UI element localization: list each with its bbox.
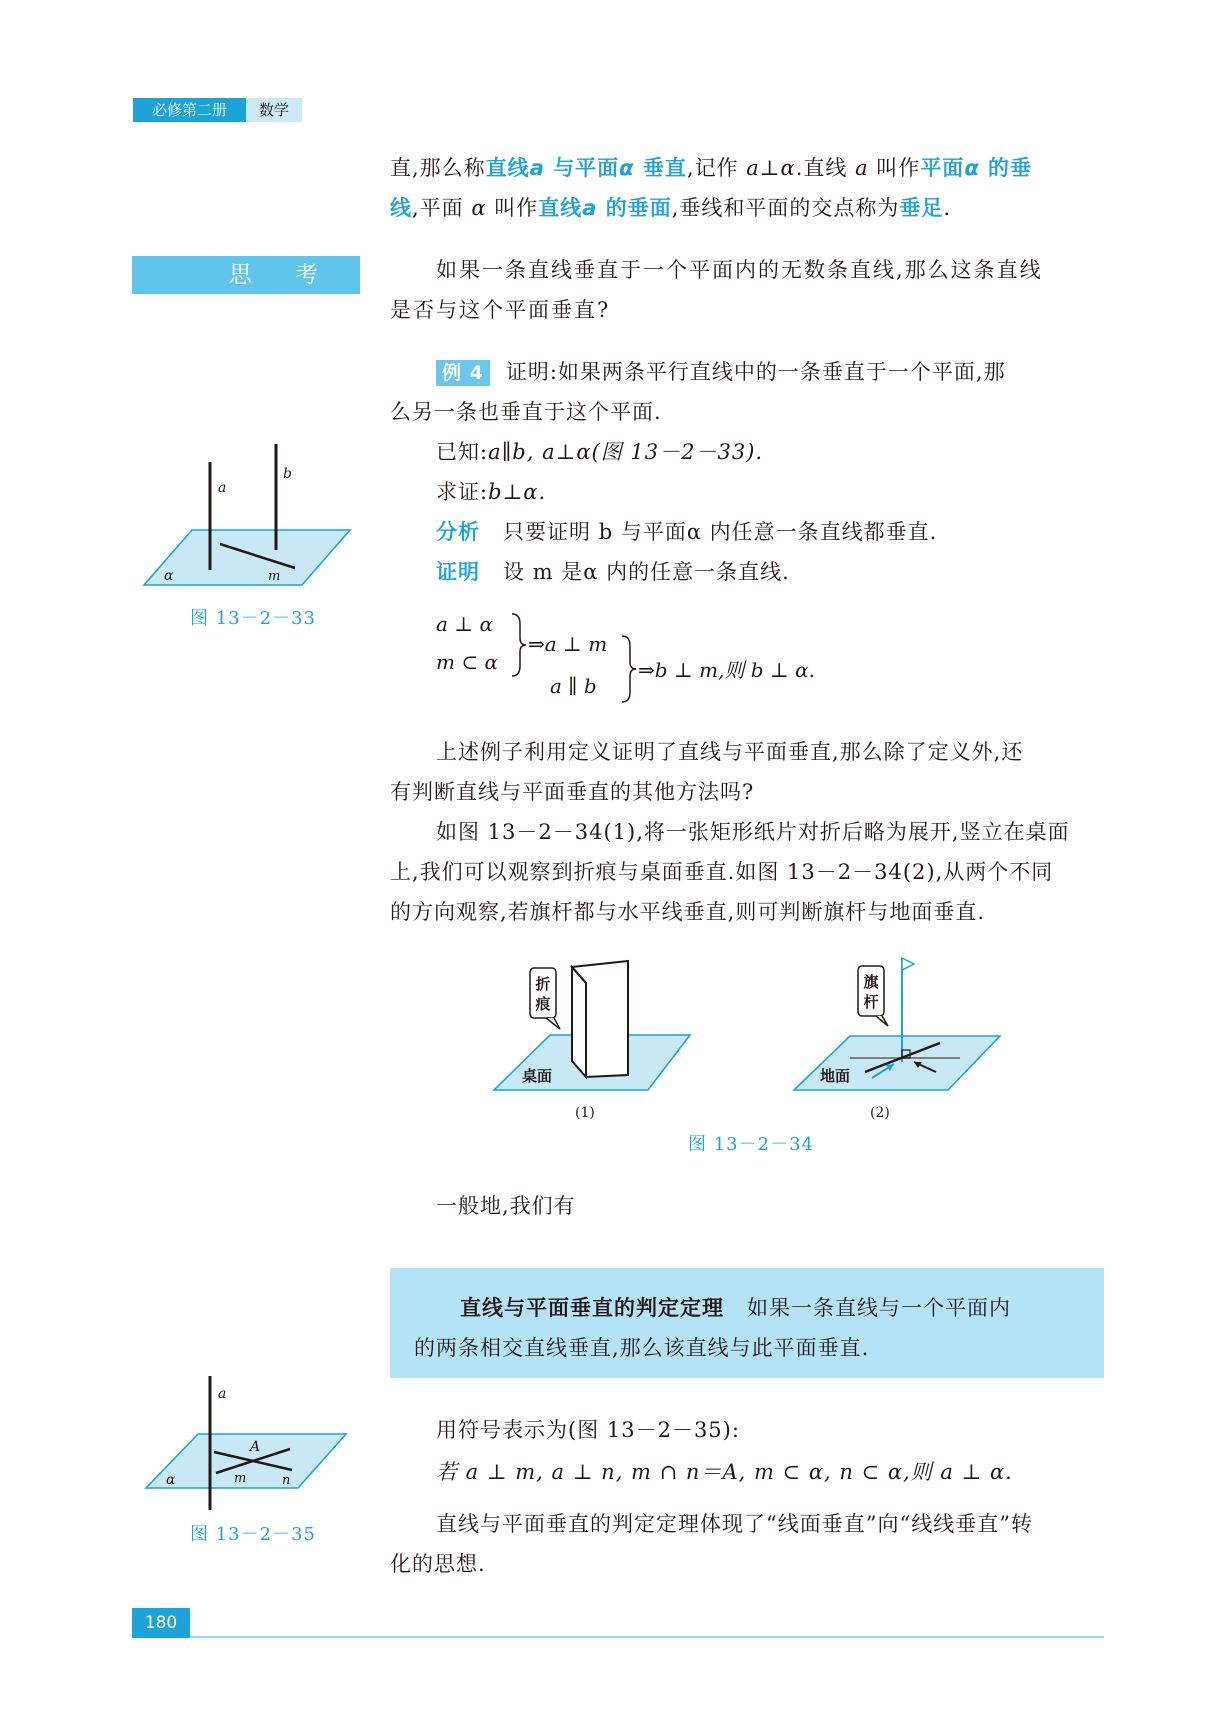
book-volume-label: 必修第二册 — [133, 98, 246, 122]
example-tag: 例 4 — [436, 360, 490, 386]
symbol-intro-line: 用符号表示为(图 13－2－35): — [436, 1418, 740, 1442]
fig35-label-a: a — [218, 1386, 227, 1402]
symbol-statement: 若 a ⊥ m, a ⊥ n, m ∩ n＝A, m ⊂ α, n ⊂ α,则 a ⊥ α. — [436, 1460, 1013, 1484]
paragraph-2-line-2: 上,我们可以观察到折痕与桌面垂直.如图 13－2－34(2),从两个不同 — [390, 860, 1054, 884]
fig35-label-m: m — [234, 1471, 247, 1486]
example-4-line-2: 么另一条也垂直于这个平面. — [390, 400, 662, 424]
crease-label-char-1: 折 — [535, 975, 551, 993]
theorem-line-1: 直线与平面垂直的判定定理 如果一条直线与一个平面内 — [460, 1296, 1012, 1320]
theorem-box — [390, 1268, 1104, 1378]
definition-line-2: 线,平面 α 叫作直线a 的垂面,垂线和平面的交点称为垂足. — [390, 196, 952, 220]
figure-13-2-35-caption: 图 13－2－35 — [190, 1524, 316, 1545]
proof-derivation — [436, 612, 886, 712]
fig35-label-A: A — [250, 1439, 261, 1455]
fig33-label-alpha: α — [164, 568, 174, 584]
derivation-a-perp-m: ⇒a ⊥ m — [528, 632, 608, 656]
theorem-line-2: 的两条相交直线垂直,那么该直线与此平面垂直. — [414, 1336, 870, 1360]
analysis-line: 分析 只要证明 b 与平面α 内任意一条直线都垂直. — [436, 520, 938, 544]
fig33-label-a: a — [218, 480, 227, 496]
think-heading: 思 考 — [132, 256, 360, 294]
closing-line-1: 直线与平面垂直的判定定理体现了“线面垂直”向“线线垂直”转 — [436, 1512, 1033, 1536]
paragraph-2-line-3: 的方向观察,若旗杆都与水平线垂直,则可判断旗杆与地面垂直. — [390, 900, 986, 924]
figure-13-2-34-caption: 图 13－2－34 — [688, 1134, 814, 1155]
figure-13-2-35 — [140, 1370, 360, 1520]
page-number: 180 — [132, 1608, 190, 1638]
figure-13-2-34-2-flagpole — [790, 948, 1010, 1128]
derivation-a-perp-alpha: a ⊥ α — [436, 612, 493, 636]
pole-label-char-1: 旗 — [863, 973, 879, 991]
fig35-label-alpha: α — [166, 1472, 176, 1488]
footer-rule — [190, 1636, 1104, 1638]
right-brace — [618, 634, 638, 704]
ground-label: 地面 — [820, 1067, 851, 1085]
paragraph-1-line-2: 有判断直线与平面垂直的其他方法吗? — [390, 780, 755, 804]
left-brace — [508, 612, 528, 678]
paragraph-2-line-1: 如图 13－2－34(1),将一张矩形纸片对折后略为展开,竖立在桌面 — [436, 820, 1070, 844]
subject-label: 数学 — [246, 98, 302, 122]
crease-label-char-2: 痕 — [535, 995, 551, 1013]
example-4-line-1: 例 4 证明:如果两条平行直线中的一条垂直于一个平面,那 — [436, 352, 1006, 392]
prove-line: 求证:b⊥α. — [436, 480, 547, 504]
fig33-label-b: b — [283, 466, 292, 482]
general-statement: 一般地,我们有 — [436, 1194, 576, 1218]
derivation-conclusion: ⇒b ⊥ m,则 b ⊥ α. — [638, 658, 815, 682]
sub-figure-1-label: (1) — [575, 1105, 595, 1121]
closing-line-2: 化的思想. — [390, 1552, 486, 1576]
definition-line-1: 直,那么称直线a 与平面α 垂直,记作 a⊥α.直线 a 叫作平面α 的垂 — [390, 156, 1033, 180]
think-question-line-2: 是否与这个平面垂直? — [390, 298, 611, 322]
sub-figure-2-label: (2) — [870, 1105, 890, 1121]
fig33-label-m: m — [268, 569, 281, 584]
desk-label: 桌面 — [522, 1067, 553, 1085]
figure-13-2-34-1-folded-paper — [490, 955, 700, 1125]
pole-label-char-2: 杆 — [863, 993, 879, 1011]
given-line: 已知:a∥b, a⊥α(图 13－2－33). — [436, 440, 764, 464]
derivation-m-in-alpha: m ⊂ α — [436, 650, 498, 674]
paragraph-1-line-1: 上述例子利用定义证明了直线与平面垂直,那么除了定义外,还 — [436, 740, 1024, 764]
figure-13-2-33 — [140, 440, 360, 590]
think-question-line-1: 如果一条直线垂直于一个平面内的无数条直线,那么这条直线 — [436, 258, 1043, 282]
theorem-title: 直线与平面垂直的判定定理 — [460, 1296, 724, 1320]
figure-13-2-33-caption: 图 13－2－33 — [190, 608, 316, 629]
proof-line: 证明 设 m 是α 内的任意一条直线. — [436, 560, 790, 584]
derivation-a-parallel-b: a ∥ b — [550, 674, 597, 698]
fig35-label-n: n — [282, 1473, 291, 1488]
